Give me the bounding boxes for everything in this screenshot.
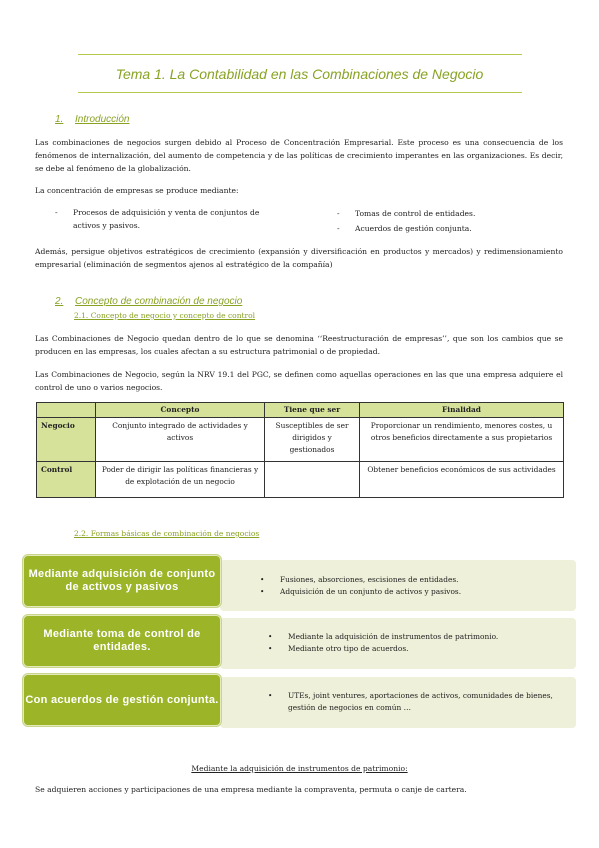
section-2-number: 2. xyxy=(55,296,64,307)
form-detail-box xyxy=(220,560,576,611)
bullet-text: Acuerdos de gestión conjunta. xyxy=(355,224,472,233)
final-paragraph: Se adquieren acciones y participaciones de una empresa mediante la compraventa, permuta o canje de cartera. xyxy=(35,785,467,794)
list-item: • UTEs, joint ventures, aportaciones de activos, comunidades de bienes, gestión de negocios en común … xyxy=(268,691,553,712)
table-cell xyxy=(265,462,360,498)
table-row-header: Control xyxy=(37,462,96,498)
top-rule xyxy=(78,54,522,55)
table-row-header: Negocio xyxy=(37,418,96,462)
bullet-text: Procesos de adquisición y venta de conjuntos de activos y pasivos. xyxy=(73,208,260,230)
bullet-text: Tomas de control de entidades. xyxy=(355,209,476,218)
section-1-heading xyxy=(55,114,129,125)
form-detail-box xyxy=(220,677,576,728)
table-cell: Obtener beneficios económicos de sus actividades xyxy=(360,462,564,498)
form-label-box: Mediante toma de control de entidades. xyxy=(23,615,221,667)
bullet-dash: - xyxy=(55,208,58,217)
form-label-box: Con acuerdos de gestión conjunta. xyxy=(23,674,221,726)
list-item: • Adquisición de un conjunto de activos y pasivos. xyxy=(260,587,462,596)
intro-paragraph-1: Las combinaciones de negocios surgen debido al Proceso de Concentración Empresarial. Este proceso es una consecuencia de los fenómenos de internalización, del aumento de competencia y de las políticas de crecimiento imperantes en las organizaciones. Es decir, se debe al fenómeno de la globalización. xyxy=(35,138,563,173)
list-item: • Mediante la adquisición de instrumentos de patrimonio. xyxy=(268,632,499,641)
list-item: • Mediante otro tipo de acuerdos. xyxy=(268,644,409,653)
form-detail-box xyxy=(220,618,576,669)
bullet-item xyxy=(337,207,555,220)
bullet-dash: - xyxy=(337,209,340,218)
section-1-title: Introducción xyxy=(75,114,130,125)
form-label-box: Mediante adquisición de conjunto de activos y pasivos xyxy=(23,555,221,607)
table-header-row xyxy=(37,403,564,418)
table-header-cell: Tiene que ser xyxy=(265,403,360,418)
section-2-title: Concepto de combinación de negocio xyxy=(75,296,243,307)
section-2-paragraph-2: Las Combinaciones de Negocio, según la NRV 19.1 del PGC, se definen como aquellas operaciones en las que una empresa adquiere el control de uno o varios negocios. xyxy=(35,370,563,392)
title-rule xyxy=(78,92,522,93)
page-title: Tema 1. La Contabilidad en las Combinaciones de Negocio xyxy=(115,66,484,82)
table-header-cell xyxy=(37,403,96,418)
table-cell: Conjunto integrado de actividades y activos xyxy=(96,418,265,462)
table-cell: Proporcionar un rendimiento, menores costes, u otros beneficios directamente a sus propietarios xyxy=(360,418,564,462)
instruments-subheading: Mediante la adquisición de instrumentos de patrimonio: xyxy=(191,764,408,773)
subsection-2-2-heading: 2.2. Formas básicas de combinación de negocios xyxy=(74,529,260,538)
table-cell: Susceptibles de ser dirigidos y gestionados xyxy=(265,418,360,462)
intro-paragraph-3: Además, persigue objetivos estratégicos de crecimiento (expansión y diversificación en productos y mercados) y redimensionamiento empresarial (eliminación de segmentos ajenos al estratégico de la compañía) xyxy=(35,247,563,269)
bullet-dash: - xyxy=(337,224,340,233)
table-cell: Poder de dirigir las políticas financieras y de explotación de un negocio xyxy=(96,462,265,498)
subsection-2-1-heading: 2.1. Concepto de negocio y concepto de control xyxy=(74,311,256,320)
bullet-item xyxy=(55,206,273,232)
section-1-number: 1. xyxy=(55,114,64,125)
bullet-item xyxy=(337,222,555,235)
table-header-cell: Finalidad xyxy=(360,403,564,418)
section-2-paragraph-1: Las Combinaciones de Negocio quedan dentro de lo que se denomina ‘‘Reestructuración de empresas’’, que son los cambios que se producen en las empresas, los cuales afectan a su estructura patrimonial o de propiedad. xyxy=(35,334,563,356)
section-2-heading xyxy=(55,296,242,307)
table-row xyxy=(37,462,564,498)
concept-table xyxy=(36,402,564,498)
table-row xyxy=(37,418,564,462)
table-header-cell: Concepto xyxy=(96,403,265,418)
list-item: • Fusiones, absorciones, escisiones de entidades. xyxy=(260,575,459,584)
intro-paragraph-2: La concentración de empresas se produce mediante: xyxy=(35,186,239,195)
